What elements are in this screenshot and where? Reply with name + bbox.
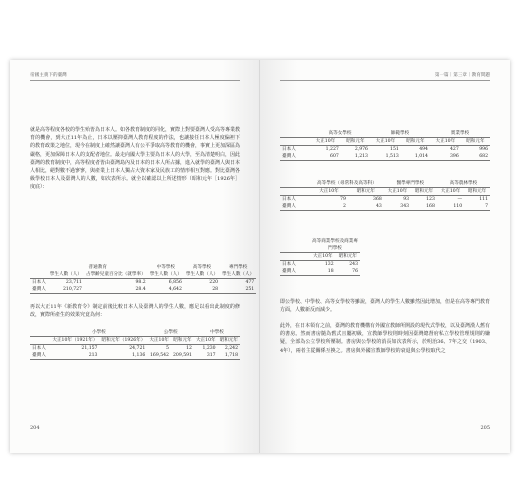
column-group-label: 中學校 [194, 329, 240, 337]
paragraph: 即公學校、中學校、高等女學校等雖說，臺灣人的學生人數雖然因此增加，但是在高等專門教育方面，人數新反而減少。 [280, 299, 491, 314]
column-header: 昭和元年 [401, 138, 430, 146]
table-enrollment-1921-1926-b [280, 130, 490, 161]
column-header: 大正10年 [370, 138, 401, 146]
column-header: 大正10年（1921年） [52, 338, 98, 343]
table-school-enrollment-1926 [30, 264, 256, 294]
column-header: 大正10年 [310, 253, 336, 261]
column-header: 學生人數（人） [185, 272, 219, 277]
column-group-label: 高等學校（尋常科及高等科） [310, 180, 384, 188]
right-page [260, 60, 510, 453]
column-header: 大正10年 [195, 338, 216, 343]
column-group-label: 醫學專門學校 [384, 180, 437, 188]
paragraph: 此外，在日本領有之前，臺灣的教育機構有外國宣教師所開設的現代式學校，以及臺灣漢人舊有的書房。然而書房隨為舊式且屬初級，宣教師學校則時刻因臺灣總督府私立學校管理規則的嫌疑，全部為公立學校所壓制。書房與公學校的消長如次表所示，於明治36、7年之交（1903、4年），兩者主從關係互換之。書房與外國宣教師學校的衰退與公學校取代之 [280, 323, 491, 354]
paragraph: 就是高等程度各校的學生殆皆為日本人。如各教育制度的同化，實際上對要臺灣人受高等專業教育的機會，到大正11年為止，日本以壓抑臺灣人教育程度的作法，也讓接任日本人極度偏袒下的教育政策之地位，現今在制度上確然讓臺灣人有公平爭取高等教育的機會，事實上更加深區為嚴格，更加保障日本人的支配者地位。最走向國大學主要為日本人的大學，至為清楚明白，因此臺灣的教育制度中，高等程度者皆由臺灣島內及日本的日本人所占據，進入就學的臺灣人與日本人相比，絕對數不過寥寥，與產業上日本人獨占大資本家及民族工的情形相互對應。對比臺灣各級學校日本人及臺灣人的人數，如次表所示。就全以確認以上所述情形（昭和元年［1926年］度底）： [30, 127, 241, 191]
column-header: 昭和元年 [348, 188, 384, 196]
column-group-label: 師範學校 [370, 130, 430, 138]
table-row: 日本人 132 243 [282, 262, 358, 267]
column-header: 學生人數（人） [149, 272, 182, 277]
table-row: 臺灣人 2 43 343 168 110 7 [282, 204, 488, 209]
table-row: 臺灣人 18 76 [282, 269, 358, 274]
column-group-label: 普通教育 [88, 265, 107, 270]
running-header-right: 第一篇｜第三章｜教育問題 [434, 73, 490, 78]
paragraph: 再以大正11年《新教育令》制定前後比較日本人及臺灣人的學生人數，應足以看出此制度的修改，實際所產生的效果究竟為何： [30, 304, 240, 319]
column-header: 大正10年 [149, 338, 169, 343]
column-group-label: 高等女學校 [310, 130, 370, 138]
column-group-label: 高等農林學校 [437, 180, 490, 188]
column-group-label: 中等學校 [156, 265, 175, 270]
column-header: 昭和元年 [464, 188, 490, 196]
column-header: 昭和元年 [411, 188, 437, 196]
column-group-label: 公學校 [147, 329, 194, 337]
column-header: 學生人數（人） [222, 272, 255, 277]
column-group-label: 高等商業學校及商業專門學校 [310, 238, 360, 253]
book-spread [10, 60, 510, 453]
column-group-label: 高等學校 [192, 265, 212, 270]
header-rule [30, 80, 240, 81]
column-header: 學生人數（人） [49, 272, 82, 277]
header-rule [280, 80, 490, 81]
table-row: 臺灣人 210,727 28.4 4,642 28 251 [32, 287, 255, 292]
column-group-label: 實業學校 [430, 130, 490, 138]
page-number-left: 204 [30, 425, 40, 431]
column-header: 大正10年 [430, 138, 461, 146]
running-header-left: 帝國主義下的臺灣 [30, 73, 67, 78]
column-header: 昭和元年 [341, 138, 370, 146]
table-row: 日本人 23,711 98.2 6,856 220 477 [32, 280, 255, 285]
table-row: 日本人 21,157 24,721 5 12 1,230 2,242 [32, 346, 238, 351]
column-header: 昭和元年 [219, 338, 238, 343]
column-group-label: 小學校 [50, 329, 147, 337]
table-enrollment-1921-1926-a [30, 329, 240, 360]
column-header: 昭和元年 [461, 138, 490, 146]
table-enrollment-1921-1926-d [280, 238, 360, 276]
column-header: 昭和元年 [171, 337, 194, 345]
table-enrollment-1921-1926-c [280, 180, 490, 211]
table-row: 臺灣人 607 1,213 1,513 1,014 396 682 [282, 154, 488, 159]
column-header: 大正10年 [310, 188, 348, 196]
column-header: 昭和元年 [336, 253, 360, 261]
page-number-right: 205 [480, 425, 490, 431]
column-header: 昭和元年（1926年） [101, 338, 146, 343]
column-header: 大正10年 [310, 138, 341, 146]
column-header: 大正10年 [437, 188, 464, 196]
left-page [10, 60, 260, 453]
table-row: 臺灣人 213 1,136 169,542 209,591 317 1,718 [32, 353, 238, 358]
column-header: 大正10年 [384, 188, 411, 196]
table-row: 日本人 1,227 2,976 151 494 427 996 [282, 147, 488, 152]
table-row: 日本人 79 368 93 123 — 111 [282, 197, 488, 202]
column-group-label: 專門學校 [228, 265, 248, 270]
column-header: 占學齡兒童百分比（就學率） [85, 272, 146, 277]
